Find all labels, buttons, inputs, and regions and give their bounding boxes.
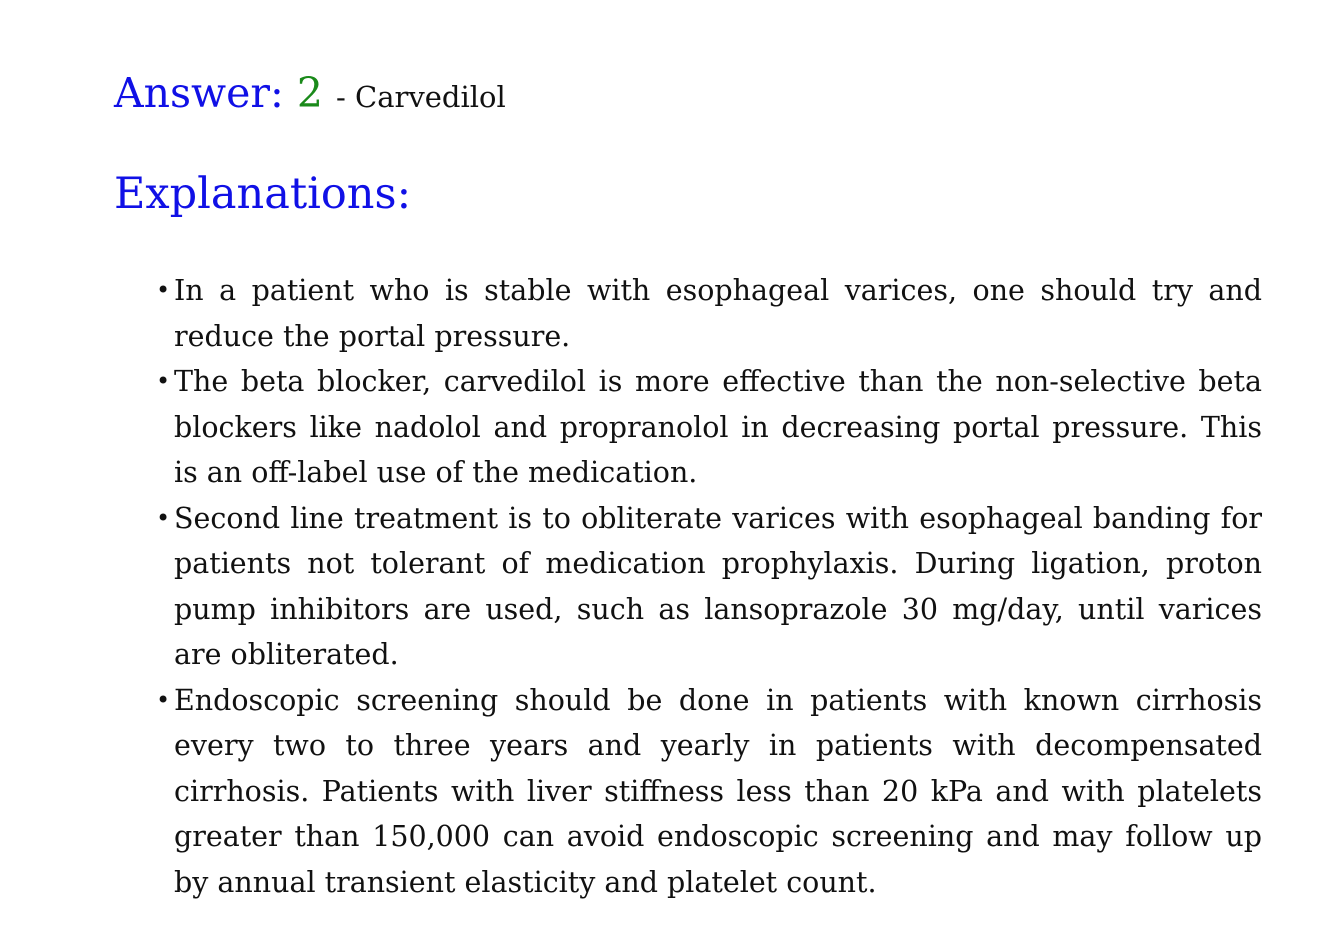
explanations-heading: Explanations: <box>114 169 412 219</box>
list-item <box>156 496 1262 678</box>
answer-text: - Carvedilol <box>336 80 506 114</box>
bullet-icon: • <box>156 276 171 304</box>
list-item-text: Second line treatment is to obliterate varices with esophageal banding for patients not tolerant of medication prophylaxis. During ligation, proton pump inhibitors are used, such as lansoprazole 30 mg/day, until varices are obliterated. <box>174 501 1262 671</box>
list-item-text: In a patient who is stable with esophageal varices, one should try and reduce the portal pressure. <box>174 274 1262 353</box>
explanations-list <box>156 268 1262 905</box>
list-item-text: The beta blocker, carvedilol is more effective than the non-selective beta blockers like nadolol and propranolol in decreasing portal pressure. This is an off-label use of the medication. <box>174 365 1262 489</box>
list-item-text: Endoscopic screening should be done in patients with known cirrhosis every two to three years and yearly in patients with decompensated cirrhosis. Patients with liver stiffness less than 20 kPa and with platelets greater than 150,000 can avoid endoscopic screening and may follow up by annual transient elasticity and platelet count. <box>174 683 1262 899</box>
list-item <box>156 268 1262 359</box>
bullet-icon: • <box>156 503 171 532</box>
list-item <box>156 678 1262 906</box>
bullet-icon: • <box>156 685 171 714</box>
bullet-icon: • <box>156 367 171 395</box>
answer-label: Answer: <box>114 69 284 117</box>
answer-number: 2 <box>296 69 323 117</box>
answer-line <box>114 68 506 122</box>
list-item <box>156 359 1262 496</box>
